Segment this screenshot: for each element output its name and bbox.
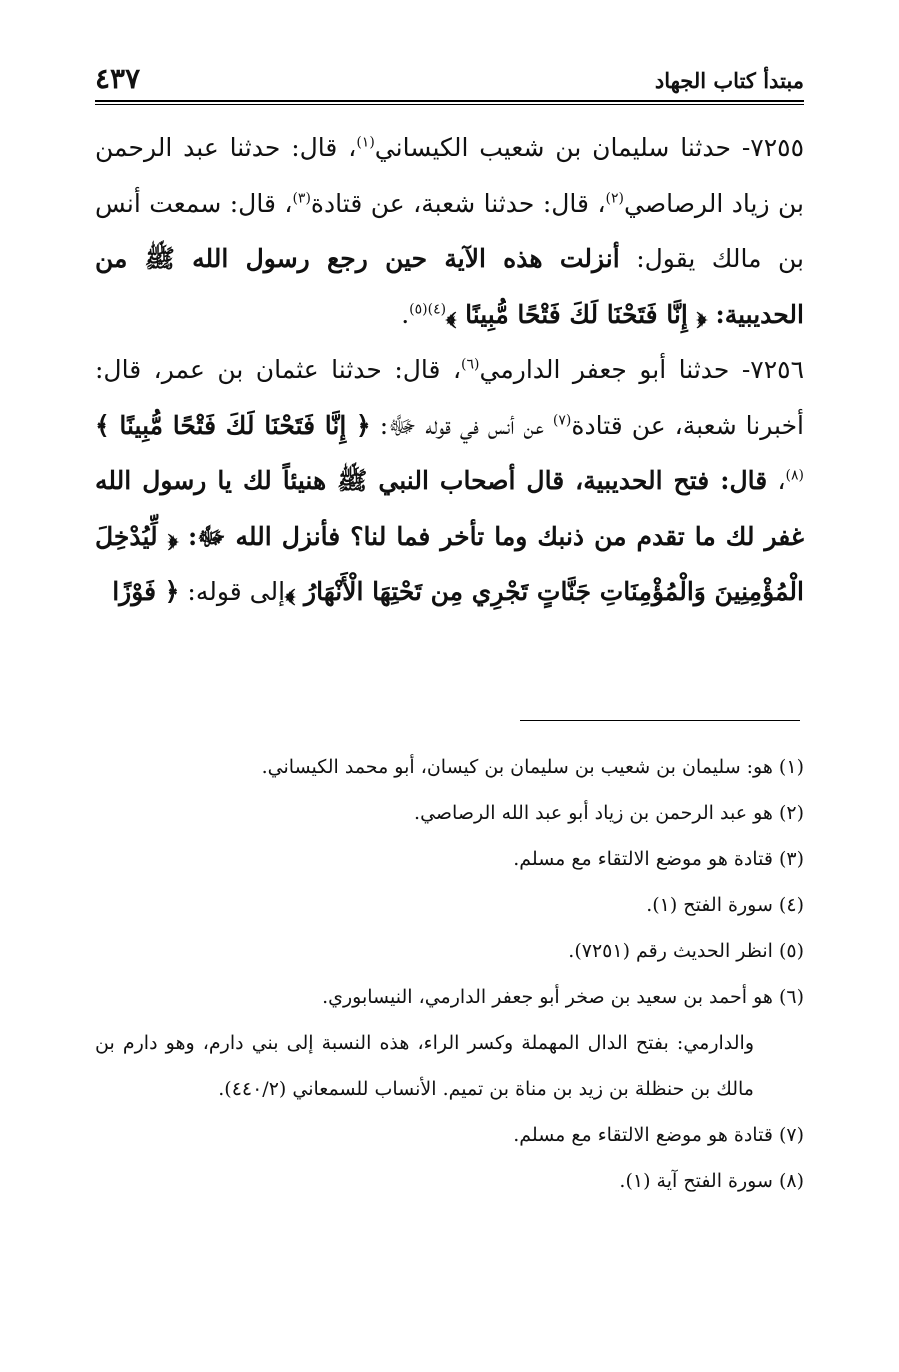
footnote-4: (٤) سورة الفتح (١). <box>646 894 804 916</box>
quran-verse: ﴿ لِّيُدْخِلَ الْمُؤْمِنِينَ وَالْمُؤْمِنَاتِ جَنَّاتٍ تَجْرِي مِن تَحْتِهَا الْأَنْهَارُ ﴾ <box>95 521 804 606</box>
footnote-1: (١) هو: سليمان بن شعيب بن سليمان بن كيسان، أبو محمد الكيساني. <box>261 756 804 778</box>
main-text <box>95 120 804 620</box>
text-run: ، قال: سمعت أنس بن مالك يقول: <box>95 188 804 273</box>
chapter-title: مبتدأ كتاب الجهاد <box>654 68 804 93</box>
hadith-7255 <box>95 120 804 342</box>
footnote-8: (٨) سورة الفتح آية (١). <box>619 1170 804 1192</box>
footnote-6: (٦) هو أحمد بن سعيد بن صخر أبو جعفر الدارمي، النيسابوري. <box>322 986 804 1008</box>
footnote-7: (٧) قتادة هو موضع الالتقاء مع مسلم. <box>513 1124 804 1146</box>
text-run: ٧٢٥٦- حدثنا أبو جعفر الدارمي <box>479 355 804 384</box>
text-run: إلى قوله: <box>179 577 286 606</box>
footnote-ref: (٣) <box>292 190 311 207</box>
text-run: ، قال: حدثنا عثمان بن عمر، قال: أخبرنا شعبة، عن قتادة <box>95 355 804 440</box>
footnote-3: (٣) قتادة هو موضع الالتقاء مع مسلم. <box>513 848 804 870</box>
quran-verse: ﴿ فَوْزًا <box>112 577 180 606</box>
header-rule-thin <box>95 104 804 105</box>
quran-verse: ﴿ إِنَّا فَتَحْنَا لَكَ فَتْحًا مُّبِينًا ﴾ <box>95 410 371 440</box>
text-run: ، قال: حدثنا شعبة، عن قتادة <box>310 188 606 218</box>
running-header <box>95 62 804 100</box>
footnote-6-continuation: والدارمي: بفتح الدال المهملة وكسر الراء، هذه النسبة إلى بني دارم، وهو دارم بن مالك بن حنظلة بن زيد بن مناة بن تميم. الأنساب للسمعاني (٤٤٠/٢). <box>95 1032 754 1100</box>
footnote-2: (٢) هو عبد الرحمن بن زياد أبو عبد الله الرصاصي. <box>414 802 804 824</box>
footnote-ref: (٢) <box>605 190 625 207</box>
header-rule <box>95 100 804 102</box>
text-run: . <box>401 299 410 329</box>
text-run: ٧٢٥٥- حدثنا سليمان بن شعيب الكيساني <box>374 133 804 162</box>
footnote-ref: (٦) <box>461 356 480 373</box>
quran-verse: ﴿ إِنَّا فَتَحْنَا لَكَ فَتْحًا مُّبِينًا ﴾ <box>446 299 707 329</box>
text-run: ، <box>767 466 786 495</box>
footnote-ref: (١) <box>356 134 375 151</box>
bold-text: أنزلت هذه الآية حين رجع رسول الله ﷺ من الحديبية: <box>95 244 804 329</box>
footnote-5: (٥) انظر الحديث رقم (٧٢٥١). <box>568 940 804 962</box>
footnote-separator <box>520 720 800 721</box>
footnote-ref: (٧) <box>552 412 572 429</box>
text-run: عن أنس في قوله ﷻ: <box>370 410 553 440</box>
text-run: ، قال: حدثنا عبد الرحمن بن زياد الرصاصي <box>95 133 805 218</box>
hadith-7256 <box>95 342 804 620</box>
footnote-ref: (٤)(٥) <box>409 301 447 318</box>
footnote-ref: (٨) <box>785 467 804 484</box>
page-number: ٤٣٧ <box>95 62 141 95</box>
bold-text: قال: فتح الحديبية، قال أصحاب النبي ﷺ هنيئاً لك يا رسول الله غفر لك ما تقدم من ذنبك وما تأخر فما لنا؟ فأنزل الله ﷻ: <box>95 466 805 551</box>
footnotes <box>95 744 804 1204</box>
